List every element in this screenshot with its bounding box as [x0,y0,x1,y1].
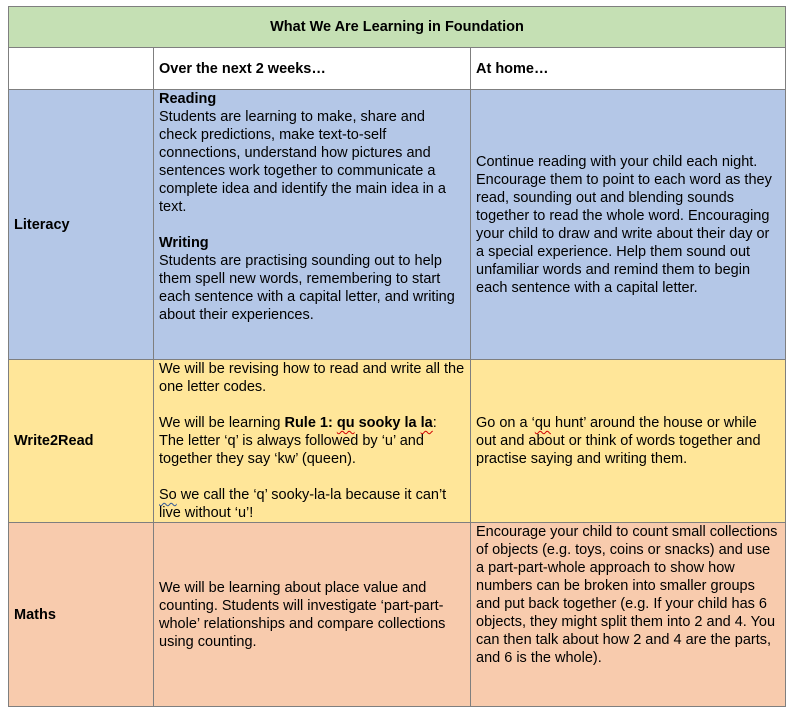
reading-text: Students are learning to make, share and check predictions, make text-to-self connections, understand how pictures and sentences work together to communicate a complete idea and identify the main idea in a text. [159,109,446,215]
header-row [9,48,786,90]
table-title: What We Are Learning in Foundation [9,7,786,48]
reading-heading: Reading [159,91,217,107]
write2read-p2: We will be learning Rule 1: qu sooky la la: The letter ‘q’ is always followed by ‘u’ and together they say ‘kw’ (queen). [159,415,437,467]
maths-school-cell [154,523,471,707]
literacy-home-cell [471,90,786,360]
header-blank [9,48,154,90]
write2read-p1: We will be revising how to read and write all the one letter codes. [159,361,465,395]
maths-label: Maths [9,523,154,707]
maths-row [9,523,786,707]
literacy-school-cell [154,90,471,360]
maths-home-text: Encourage your child to count small collections of objects (e.g. toys, coins or snacks) and use a part-part-whole approach to show how numbers can be broken into smaller groups and put back together (e.g. If your child has 6 objects, they might split them into 2 and 4. You can then talk about how 2 and 4 are the parts, and 6 is the whole). [476,524,778,666]
write2read-home-cell [471,360,786,523]
maths-text: We will be learning about place value and counting. Students will investigate ‘part-part-whole’ relationships and compare collections using counting. [159,579,446,650]
write2read-school-cell [154,360,471,523]
literacy-label: Literacy [9,90,154,360]
literacy-row [9,90,786,360]
write2read-p3: So we call the ‘q’ sooky-la-la because it can’t live without ‘u’! [159,487,447,521]
maths-home-cell [471,523,786,707]
write2read-row [9,360,786,523]
writing-heading: Writing [159,235,209,251]
write2read-label: Write2Read [9,360,154,523]
learning-table [8,6,786,707]
header-at-home: At home… [471,48,786,90]
title-row [9,7,786,48]
header-next-weeks: Over the next 2 weeks… [154,48,471,90]
literacy-home-text: Continue reading with your child each night. Encourage them to point to each word as they read, sounding out and blending sounds together to read the whole word. Encouraging your child to draw and write about their day or a special experience. Help them sound out unfamiliar words and remind them to begin each sentence with a capital letter. [476,153,772,296]
write2read-home-text: Go on a ‘qu hunt’ around the house or while out and about or think of words together and practise saying and writing them. [476,415,761,467]
writing-text: Students are practising sounding out to help them spell new words, remembering to start each sentence with a capital letter, and writing about their experiences. [159,253,455,323]
